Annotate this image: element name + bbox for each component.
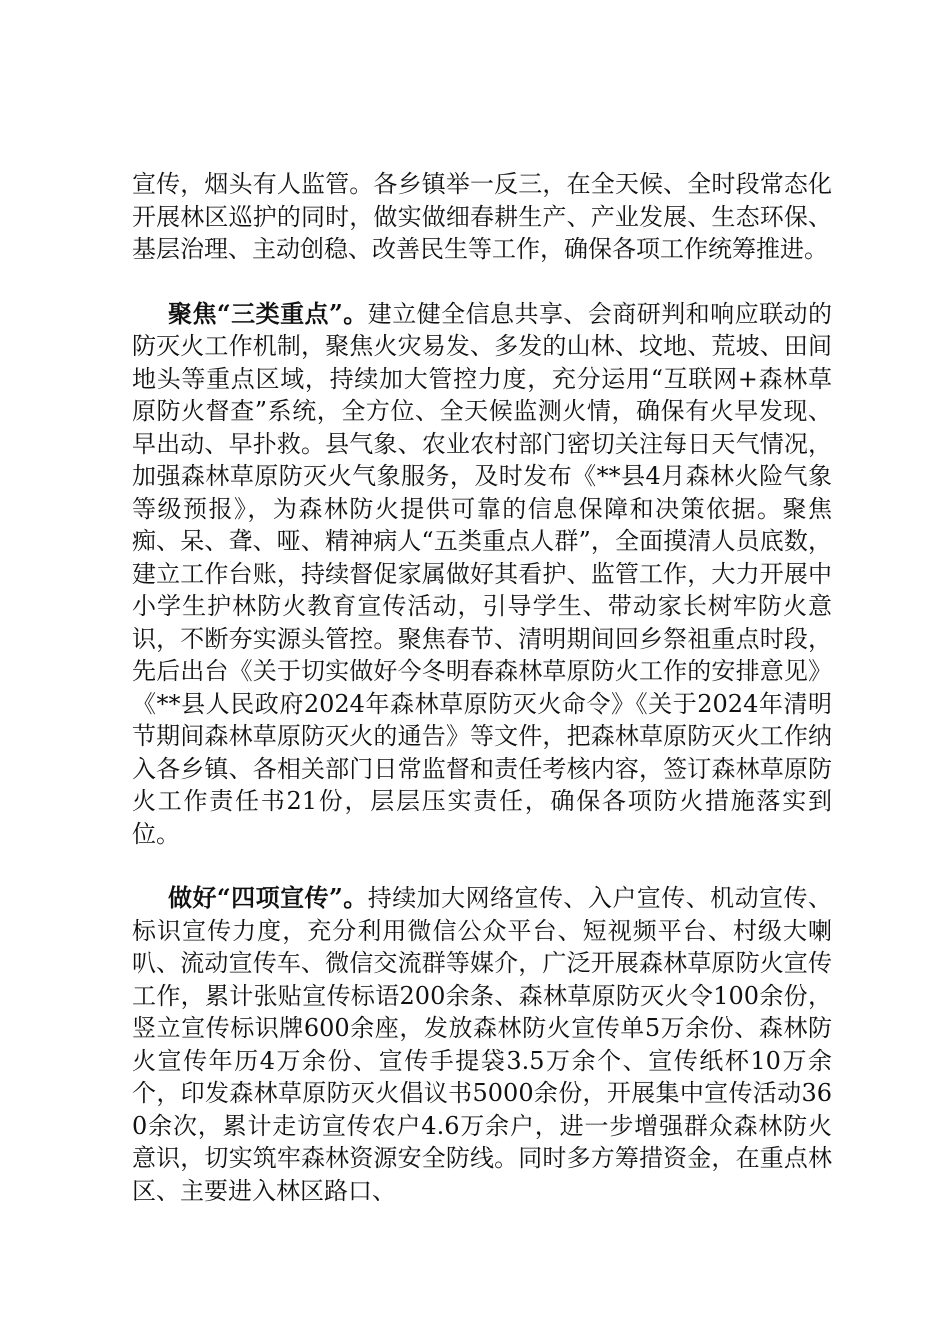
paragraph-text: 宣传，烟头有人监管。各乡镇举一反三，在全天候、全时段常态化开展林区巡护的同时，做实做细春耕生产、产业发展、生态环保、基层治理、主动创稳、改善民生等工作，确保各项工作统筹推进。 <box>132 170 832 263</box>
document-page <box>132 168 832 1239</box>
paragraph-text: 建立健全信息共享、会商研判和响应联动的防灭火工作机制，聚焦火灾易发、多发的山林、坟地、荒坡、田间地头等重点区域，持续加大管控力度，充分运用“互联网+森林草原防火督查”系统，全方位、全天候监测火情，确保有火早发现、早出动、早扑救。县气象、农业农村部门密切关注每日天气情况，加强森林草原防灭火气象服务，及时发布《**县4月森林火险气象等级预报》，为森林防火提供可靠的信息保障和决策依据。聚焦痴、呆、聋、哑、精神病人“五类重点人群”，全面摸清人员底数，建立工作台账，持续督促家属做好其看护、监管工作，大力开展中小学生护林防火教育宣传活动，引导学生、带动家长树牢防火意识，不断夯实源头管控。聚焦春节、清明期间回乡祭祖重点时段，先后出台《关于切实做好今冬明春森林草原防火工作的安排意见》《**县人民政府2024年森林草原防灭火命令》《关于2024年清明节期间森林草原防灭火的通告》等文件，把森林草原防灭火工作纳入各乡镇、各相关部门日常监督和责任考核内容，签订森林草原防火工作责任书21份，层层压实责任，确保各项防火措施落实到位。 <box>132 299 833 848</box>
paragraph-continuation <box>132 168 832 266</box>
paragraph-three-key-focus <box>132 298 832 851</box>
paragraph-heading: 做好“四项宣传”。 <box>168 883 368 912</box>
paragraph-text: 持续加大网络宣传、入户宣传、机动宣传、标识宣传力度，充分利用微信公众平台、短视频平台、村级大喇叭、流动宣传车、微信交流群等媒介，广泛开展森林草原防火宣传工作，累计张贴宣传标语200余条、森林草原防灭火令100余份，竖立宣传标识牌600余座，发放森林防火宣传单5万余份、森林防火宣传年历4万余份、宣传手提袋3.5万余个、宣传纸杯10万余个，印发森林草原防灭火倡议书5000余份，开展集中宣传活动360余次，累计走访宣传农户4.6万余户，进一步增强群众森林防火意识，切实筑牢森林资源安全防线。同时多方筹措资金，在重点林区、主要进入林区路口、 <box>132 884 833 1205</box>
paragraph-heading: 聚焦“三类重点”。 <box>168 298 368 328</box>
paragraph-four-publicity <box>132 882 832 1207</box>
